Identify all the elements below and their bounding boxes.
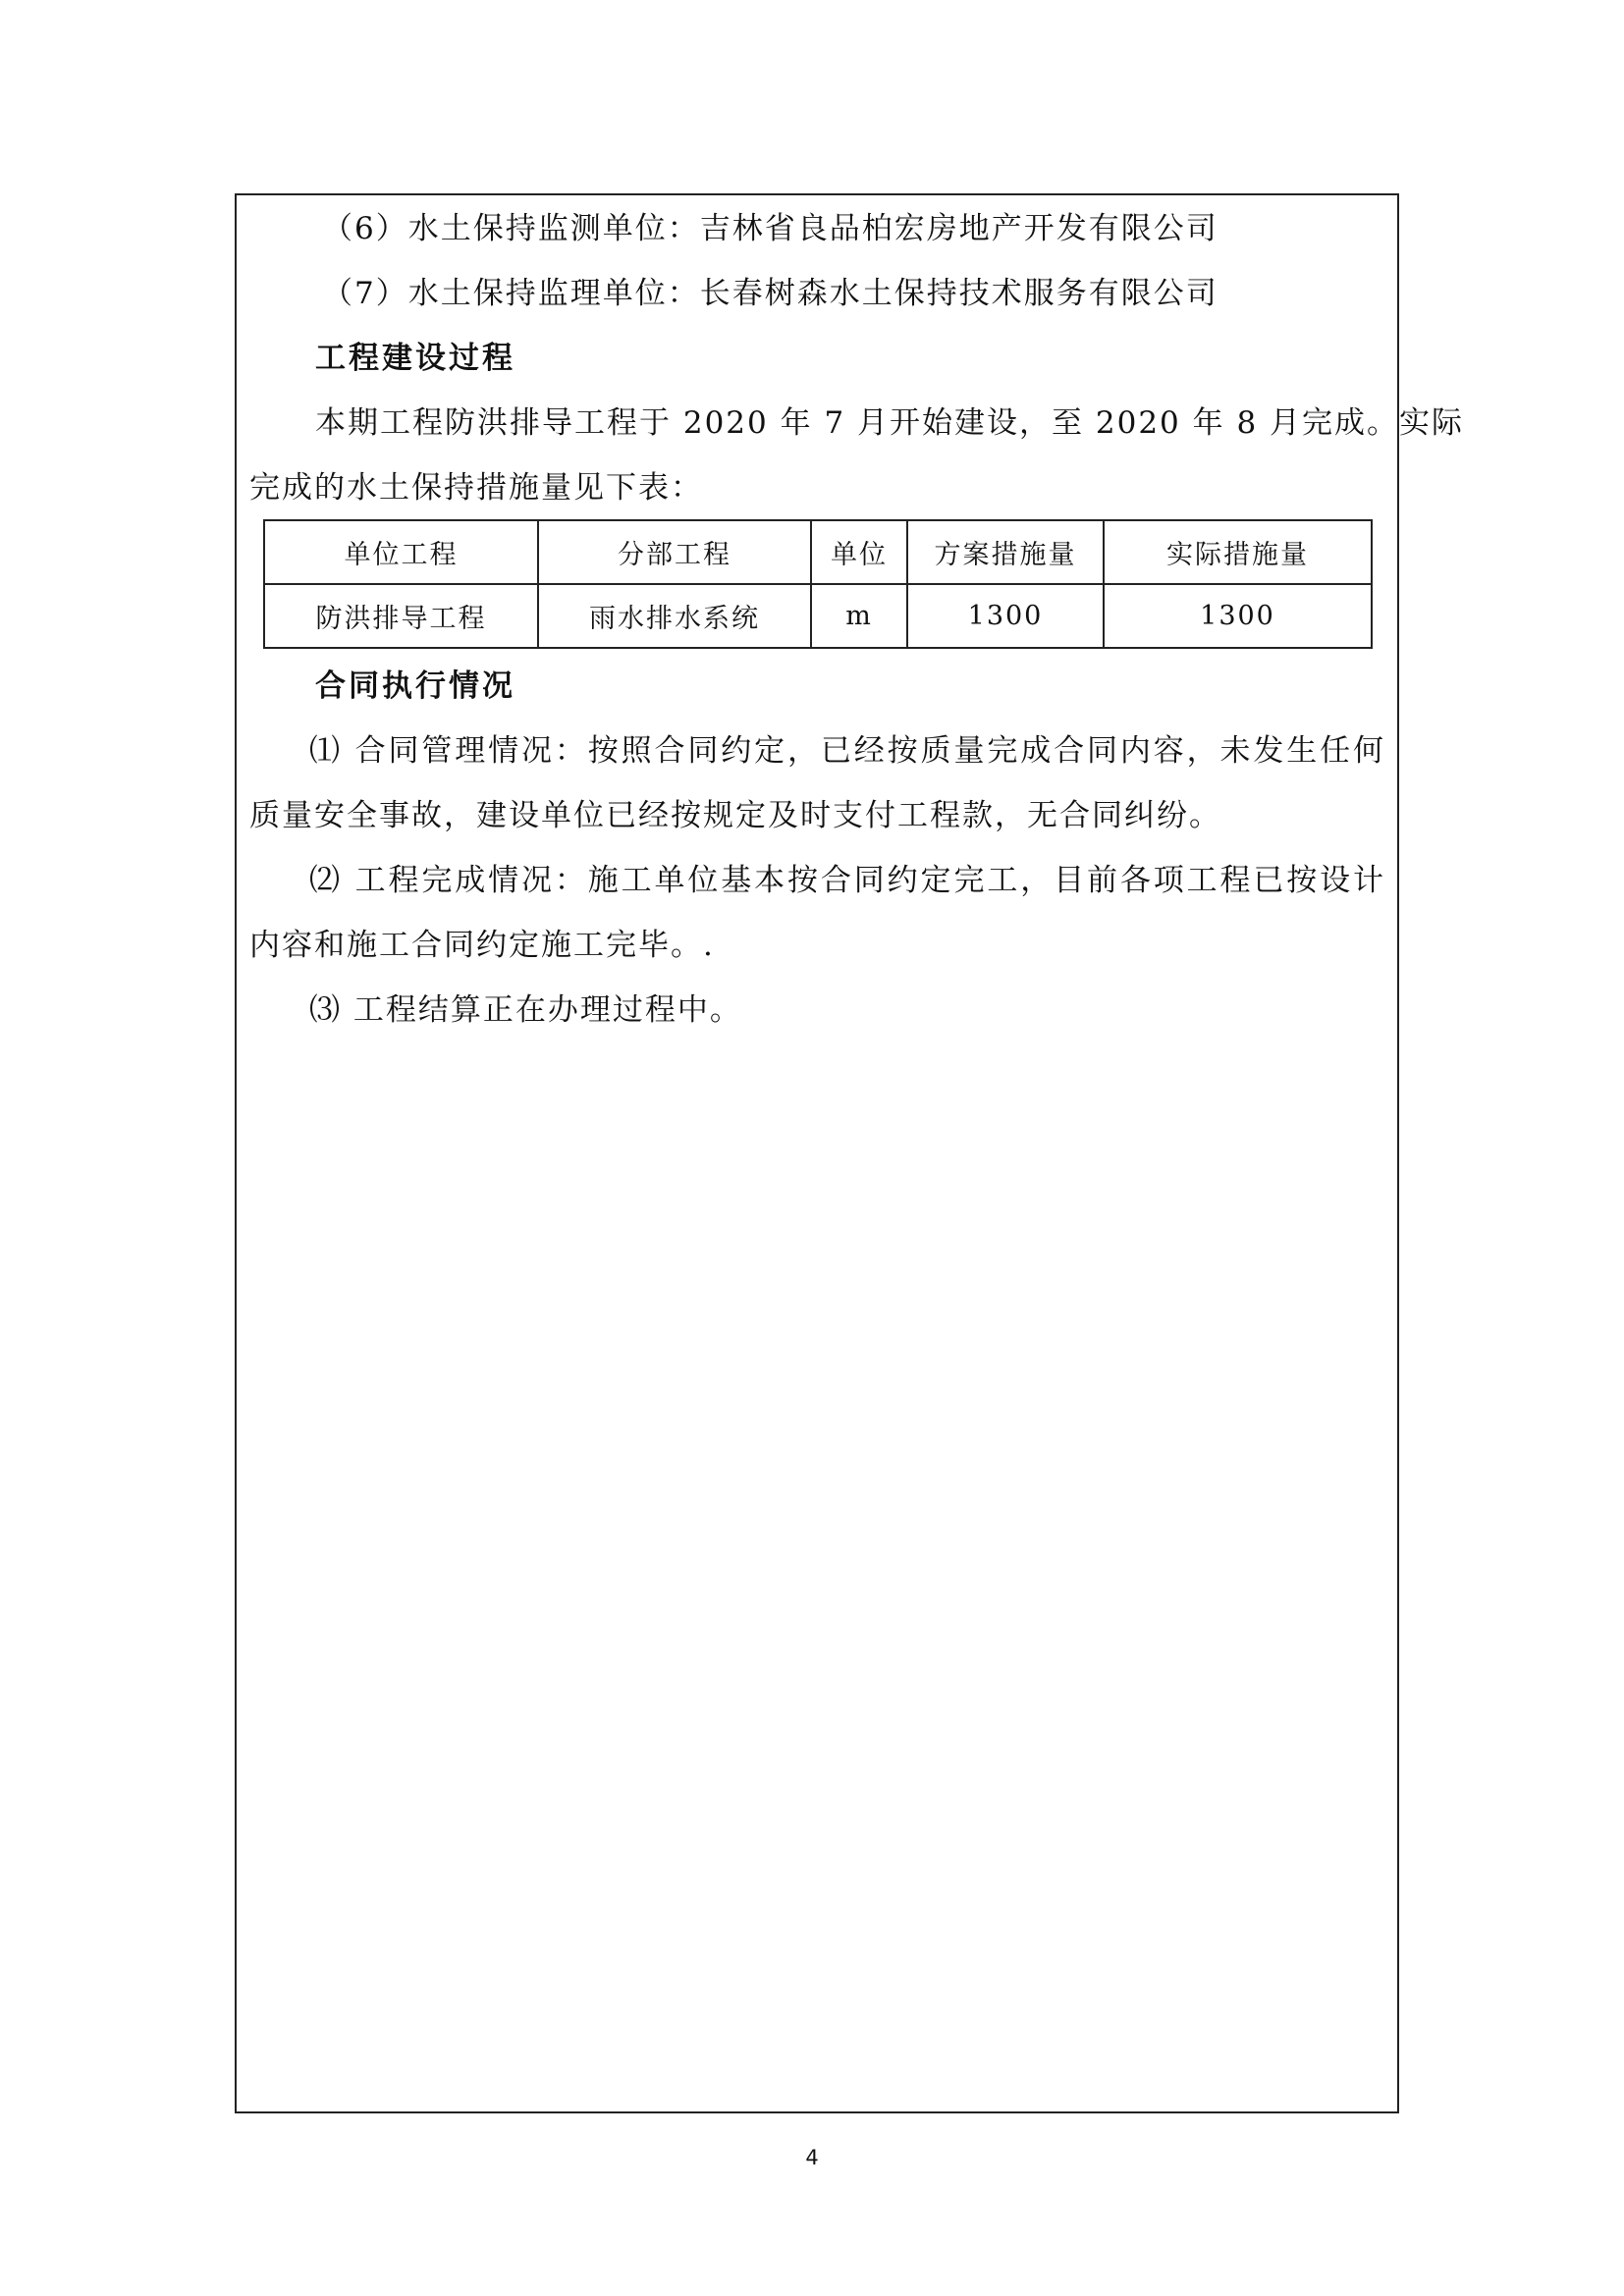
construction-process-heading: 工程建设过程 <box>315 341 515 376</box>
measures-table <box>263 519 1373 649</box>
header-unit-project: 单位工程 <box>264 520 538 584</box>
table-header-row <box>264 520 1372 584</box>
cell-unit-project: 防洪排导工程 <box>264 584 538 648</box>
construction-paragraph-line-2: 完成的水土保持措施量见下表： <box>249 470 703 506</box>
construction-paragraph-line-1: 本期工程防洪排导工程于 2020 年 7 月开始建设，至 2020 年 8 月完成。实际 <box>315 405 1465 441</box>
supervision-unit-line: （7）水土保持监理单位：长春树森水土保持技术服务有限公司 <box>322 276 1218 311</box>
cell-unit: m <box>811 584 907 648</box>
header-sub-project: 分部工程 <box>538 520 811 584</box>
contract-item-3: ⑶ 工程结算正在办理过程中。 <box>309 992 742 1028</box>
contract-item-2-line-1: ⑵ 工程完成情况：施工单位基本按合同约定完工，目前各项工程已按设计 <box>309 863 1385 898</box>
cell-sub-project: 雨水排水系统 <box>538 584 811 648</box>
cell-actual-quantity: 1300 <box>1104 584 1372 648</box>
contract-item-2-line-2: 内容和施工合同约定施工完毕。. <box>249 928 715 963</box>
header-actual-quantity: 实际措施量 <box>1104 520 1372 584</box>
monitoring-unit-line: （6）水土保持监测单位：吉林省良品柏宏房地产开发有限公司 <box>322 211 1218 246</box>
contract-execution-heading: 合同执行情况 <box>315 668 515 704</box>
table-row <box>264 584 1372 648</box>
header-planned-quantity: 方案措施量 <box>907 520 1104 584</box>
contract-item-1-line-1: ⑴ 合同管理情况：按照合同约定，已经按质量完成合同内容，未发生任何 <box>309 733 1385 769</box>
cell-planned-quantity: 1300 <box>907 584 1104 648</box>
header-unit: 单位 <box>811 520 907 584</box>
contract-item-1-line-2: 质量安全事故，建设单位已经按规定及时支付工程款，无合同纠纷。 <box>249 798 1221 833</box>
page-number: 4 <box>805 2146 819 2169</box>
